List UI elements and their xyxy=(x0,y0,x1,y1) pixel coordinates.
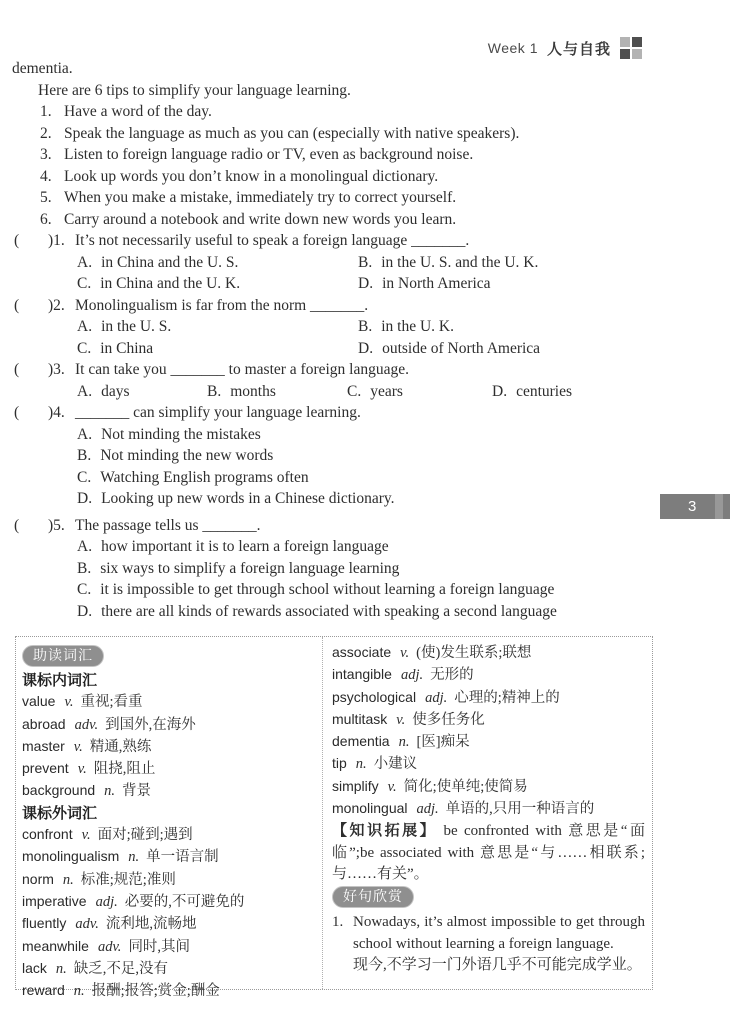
vocab-entry xyxy=(22,913,318,935)
logo-square xyxy=(620,37,630,47)
options-stack xyxy=(77,424,660,510)
checker-logo-icon xyxy=(620,37,642,59)
vocab-pos: n. xyxy=(62,871,74,888)
option-text: there are all kinds of rewards associated with speaking a second language xyxy=(101,602,557,620)
vocab-pos: n. xyxy=(398,734,410,751)
question-number: )4. xyxy=(48,404,65,421)
vocab-entry xyxy=(332,642,645,664)
question-block-2 xyxy=(12,295,660,360)
question-number: )5. xyxy=(48,516,65,534)
question-block-3 xyxy=(12,359,660,402)
vocab-entry xyxy=(22,780,318,802)
vocab-pos: n. xyxy=(55,960,67,977)
vocab-entry xyxy=(22,824,318,846)
vocab-entry xyxy=(22,891,318,913)
sentence-english: Nowadays, it’s almost impossible to get through school without learning a foreign language. xyxy=(353,914,645,952)
question-number: )3. xyxy=(48,361,65,378)
question-block-1 xyxy=(12,230,660,295)
tip-text: Speak the language as much as you can (especially with native speakers). xyxy=(64,124,520,142)
page-number: 3 xyxy=(688,498,697,515)
vocab-definition: 精通,熟练 xyxy=(89,738,152,755)
vocab-definition: 必要的,不可避免的 xyxy=(124,893,245,910)
vocab-definition: 简化;使单纯;使简易 xyxy=(403,778,528,795)
vocab-section-title-in: 课标内词汇 xyxy=(22,672,98,689)
option-text: in the U. S. and the U. K. xyxy=(381,253,539,271)
vocab-word: dementia xyxy=(332,733,390,750)
tip-number: 1. xyxy=(40,103,52,120)
vocab-definition: 单一语言制 xyxy=(146,849,219,866)
vocab-entry xyxy=(332,731,645,753)
option-item xyxy=(77,467,660,489)
vocab-pos: n. xyxy=(73,983,85,1000)
vocab-pos: v. xyxy=(64,694,74,711)
options-stack xyxy=(77,536,660,622)
option-label: A. xyxy=(77,382,93,400)
page-number-tab xyxy=(660,494,730,519)
option-text: in China and the U. S. xyxy=(101,253,239,271)
vocab-definition: 小建议 xyxy=(373,756,418,773)
option-label: B. xyxy=(77,559,92,577)
vocab-definition: 缺乏,不足,没有 xyxy=(73,960,169,977)
vocab-box xyxy=(15,636,653,1000)
option-label: C. xyxy=(77,275,92,292)
option-label: A. xyxy=(77,318,93,335)
sentence-number: 1. xyxy=(332,914,344,931)
vocab-pos: adj. xyxy=(416,801,439,818)
vocab-entry xyxy=(22,980,318,1002)
question-line xyxy=(12,515,660,537)
option-label: B. xyxy=(77,447,92,464)
answer-paren: ( xyxy=(14,296,20,314)
question-text: Monolingualism is far from the norm _______. xyxy=(75,296,369,314)
vocab-word: prevent xyxy=(22,760,69,777)
good-sentence-badge: 好句欣赏 xyxy=(332,886,414,908)
option-label: C. xyxy=(77,581,92,598)
vocab-entry xyxy=(22,736,318,758)
tip-item xyxy=(40,144,660,166)
vocab-definition: 心理的;精神上的 xyxy=(454,689,560,706)
vocab-entry xyxy=(22,846,318,868)
options-grid xyxy=(77,316,660,359)
vocab-definition: 报酬;报答;赏金;酬金 xyxy=(91,983,220,1000)
vocab-definition: 流利地,流畅地 xyxy=(105,916,197,933)
vocab-word: tip xyxy=(332,755,347,772)
vocab-section-title-out: 课标外词汇 xyxy=(22,804,98,822)
tip-text: Have a word of the day. xyxy=(64,103,212,120)
option-item xyxy=(77,536,660,558)
vocab-definition: 到国外,在海外 xyxy=(105,716,196,733)
option-label: B. xyxy=(358,253,373,271)
option-label: D. xyxy=(77,602,93,620)
question-line xyxy=(12,359,660,381)
vocab-word: fluently xyxy=(22,915,67,932)
options-grid xyxy=(77,252,660,295)
vocab-list-right xyxy=(332,642,645,820)
tip-number: 3. xyxy=(40,146,52,163)
vocab-pos: adj. xyxy=(425,689,448,706)
question-block-5 xyxy=(12,515,660,623)
vocab-word: simplify xyxy=(332,777,379,794)
vocab-word: psychological xyxy=(332,688,417,705)
vocab-column-right xyxy=(323,637,652,989)
option-text: in the U. K. xyxy=(381,318,454,335)
vocab-column-left xyxy=(16,637,323,1000)
question-block-4 xyxy=(12,402,660,510)
vocab-word: norm xyxy=(22,870,54,887)
vocab-definition: 面对;碰到;遇到 xyxy=(97,827,193,844)
vocab-entry xyxy=(332,687,645,709)
vocab-word: master xyxy=(22,737,65,754)
option-item xyxy=(207,381,347,403)
question-number: )2. xyxy=(48,296,65,314)
tip-number: 5. xyxy=(40,189,52,206)
question-line xyxy=(12,230,660,252)
answer-paren: ( xyxy=(14,232,20,249)
vocab-word: background xyxy=(22,782,96,799)
week-label: Week 1 xyxy=(487,40,538,56)
vocab-word: monolingual xyxy=(332,800,408,817)
passage-and-questions xyxy=(12,58,660,622)
question-line xyxy=(12,402,660,424)
option-text: Not minding the new words xyxy=(100,447,274,464)
option-label: B. xyxy=(207,382,222,400)
vocab-definition: 重视;看重 xyxy=(80,694,143,711)
passage-continuation: dementia. xyxy=(12,60,73,77)
option-item xyxy=(77,445,660,467)
option-item xyxy=(77,316,358,338)
vocab-entry xyxy=(332,753,645,775)
question-number: )1. xyxy=(48,232,65,249)
question-line xyxy=(12,295,660,317)
option-item xyxy=(358,316,660,338)
vocab-definition: 使多任务化 xyxy=(412,711,485,728)
option-text: in China and the U. K. xyxy=(100,275,241,292)
vocab-pos: v. xyxy=(73,738,83,755)
vocab-definition: 标准;规范;准则 xyxy=(80,871,176,888)
vocab-word: value xyxy=(22,693,56,710)
vocab-definition: 同时,其间 xyxy=(128,938,191,955)
option-text: Not minding the mistakes xyxy=(101,425,261,443)
option-text: days xyxy=(101,382,130,400)
tips-list xyxy=(12,101,660,230)
option-label: A. xyxy=(77,425,93,443)
question-text: The passage tells us _______. xyxy=(75,516,261,534)
option-text: how important it is to learn a foreign language xyxy=(101,538,389,555)
vocab-pos: adv. xyxy=(97,938,122,955)
option-item xyxy=(77,579,660,601)
tip-number: 4. xyxy=(40,167,52,185)
logo-square xyxy=(632,37,642,47)
vocab-pos: n. xyxy=(104,783,116,800)
tip-item xyxy=(40,187,660,209)
answer-paren: ( xyxy=(14,361,20,378)
option-label: D. xyxy=(358,275,374,292)
tips-intro: Here are 6 tips to simplify your language learning. xyxy=(38,81,351,99)
option-item xyxy=(358,252,660,274)
vocab-definition: 单语的,只用一种语言的 xyxy=(445,801,595,818)
vocab-word: meanwhile xyxy=(22,937,89,954)
vocab-definition: (使)发生联系;联想 xyxy=(416,645,532,661)
tip-number: 2. xyxy=(40,124,52,142)
vocab-entry xyxy=(332,709,645,731)
vocab-word: monolingualism xyxy=(22,848,120,865)
expansion-text: be confronted with 意思是“面临”;be associated with 意思是“与……相联系;与……有关”。 xyxy=(332,823,645,882)
vocab-entry xyxy=(22,958,318,980)
tip-text: When you make a mistake, immediately try to correct yourself. xyxy=(64,189,457,206)
option-text: Watching English programs often xyxy=(100,468,309,486)
option-item xyxy=(77,252,358,274)
vocab-pos: v. xyxy=(400,645,410,661)
option-label: D. xyxy=(77,490,93,507)
vocab-word: intangible xyxy=(332,666,392,683)
question-text: It can take you _______ to master a foreign language. xyxy=(75,361,409,378)
vocab-badge: 助读词汇 xyxy=(22,645,104,667)
vocab-entry xyxy=(332,776,645,798)
vocab-pos: n. xyxy=(128,849,140,866)
option-item xyxy=(492,381,660,403)
option-label: D. xyxy=(492,382,508,400)
tip-item xyxy=(40,209,660,231)
option-text: outside of North America xyxy=(382,339,541,357)
vocab-word: multitask xyxy=(332,710,388,727)
answer-paren: ( xyxy=(14,516,20,534)
option-item xyxy=(77,381,207,403)
vocab-word: confront xyxy=(22,826,73,843)
option-label: A. xyxy=(77,538,93,555)
sentence-chinese: 现今,不学习一门外语几乎不可能完成学业。 xyxy=(353,956,642,973)
option-text: six ways to simplify a foreign language learning xyxy=(100,559,400,577)
option-label: A. xyxy=(77,253,93,271)
vocab-definition: [医]痴呆 xyxy=(416,734,470,751)
option-label: B. xyxy=(358,318,373,335)
options-row xyxy=(77,381,660,403)
question-text: It’s not necessarily useful to speak a foreign language _______. xyxy=(75,232,470,249)
option-label: C. xyxy=(77,339,92,357)
vocab-definition: 无形的 xyxy=(430,667,474,684)
knowledge-expansion xyxy=(332,820,645,885)
option-label: C. xyxy=(347,382,362,400)
option-item xyxy=(77,273,358,295)
vocab-pos: n. xyxy=(355,756,367,773)
vocab-entry xyxy=(332,664,645,686)
option-item xyxy=(77,338,358,360)
vocab-pos: adv. xyxy=(75,916,99,933)
option-label: C. xyxy=(77,468,92,486)
tip-text: Carry around a notebook and write down new words you learn. xyxy=(64,210,457,228)
option-text: in China xyxy=(100,339,154,357)
vocab-word: lack xyxy=(22,959,47,976)
vocab-pos: adv. xyxy=(74,716,99,733)
vocab-entry xyxy=(22,758,318,780)
vocab-entry xyxy=(22,714,318,736)
vocab-pos: adj. xyxy=(95,893,118,910)
option-item xyxy=(347,381,492,403)
vocab-entry xyxy=(22,869,318,891)
option-text: Looking up new words in a Chinese dictionary. xyxy=(101,490,395,507)
vocab-definition: 背景 xyxy=(122,783,152,800)
option-text: in North America xyxy=(382,275,491,292)
question-text: _______ can simplify your language learning. xyxy=(75,404,361,421)
option-item xyxy=(77,424,660,446)
tip-text: Look up words you don’t know in a monolingual dictionary. xyxy=(64,167,439,185)
option-text: centuries xyxy=(516,382,573,400)
answer-paren: ( xyxy=(14,404,20,421)
good-sentence-list xyxy=(332,912,645,976)
vocab-entry xyxy=(22,691,318,713)
tip-item xyxy=(40,123,660,145)
vocab-pos: v. xyxy=(77,761,87,778)
vocab-definition: 阻挠,阻止 xyxy=(93,761,156,778)
vocab-pos: v. xyxy=(81,827,91,844)
tip-number: 6. xyxy=(40,210,52,228)
vocab-list-out-standard xyxy=(22,824,318,1002)
expansion-label: 【知识拓展】 xyxy=(332,822,438,840)
option-item xyxy=(77,488,660,510)
option-label: D. xyxy=(358,339,374,357)
vocab-word: abroad xyxy=(22,715,66,732)
option-item xyxy=(77,601,660,623)
option-text: years xyxy=(370,382,403,400)
option-text: months xyxy=(230,382,276,400)
option-item xyxy=(358,273,660,295)
vocab-word: imperative xyxy=(22,892,87,909)
vocab-list-in-standard xyxy=(22,691,318,802)
tip-item xyxy=(40,166,660,188)
option-item xyxy=(358,338,660,360)
topic-label: 人与自我 xyxy=(546,40,611,58)
option-text: it is impossible to get through school without learning a foreign language xyxy=(100,581,555,598)
option-text: in the U. S. xyxy=(101,318,172,335)
vocab-entry xyxy=(332,798,645,820)
vocab-pos: v. xyxy=(396,711,406,728)
vocab-pos: v. xyxy=(387,778,397,795)
good-sentence-item xyxy=(332,912,645,976)
vocab-pos: adj. xyxy=(400,667,424,684)
option-item xyxy=(77,558,660,580)
vocab-word: associate xyxy=(332,644,392,660)
vocab-entry xyxy=(22,936,318,958)
vocab-word: reward xyxy=(22,982,65,999)
tip-text: Listen to foreign language radio or TV, even as background noise. xyxy=(64,146,474,163)
tip-item xyxy=(40,101,660,123)
page-header xyxy=(488,37,642,59)
